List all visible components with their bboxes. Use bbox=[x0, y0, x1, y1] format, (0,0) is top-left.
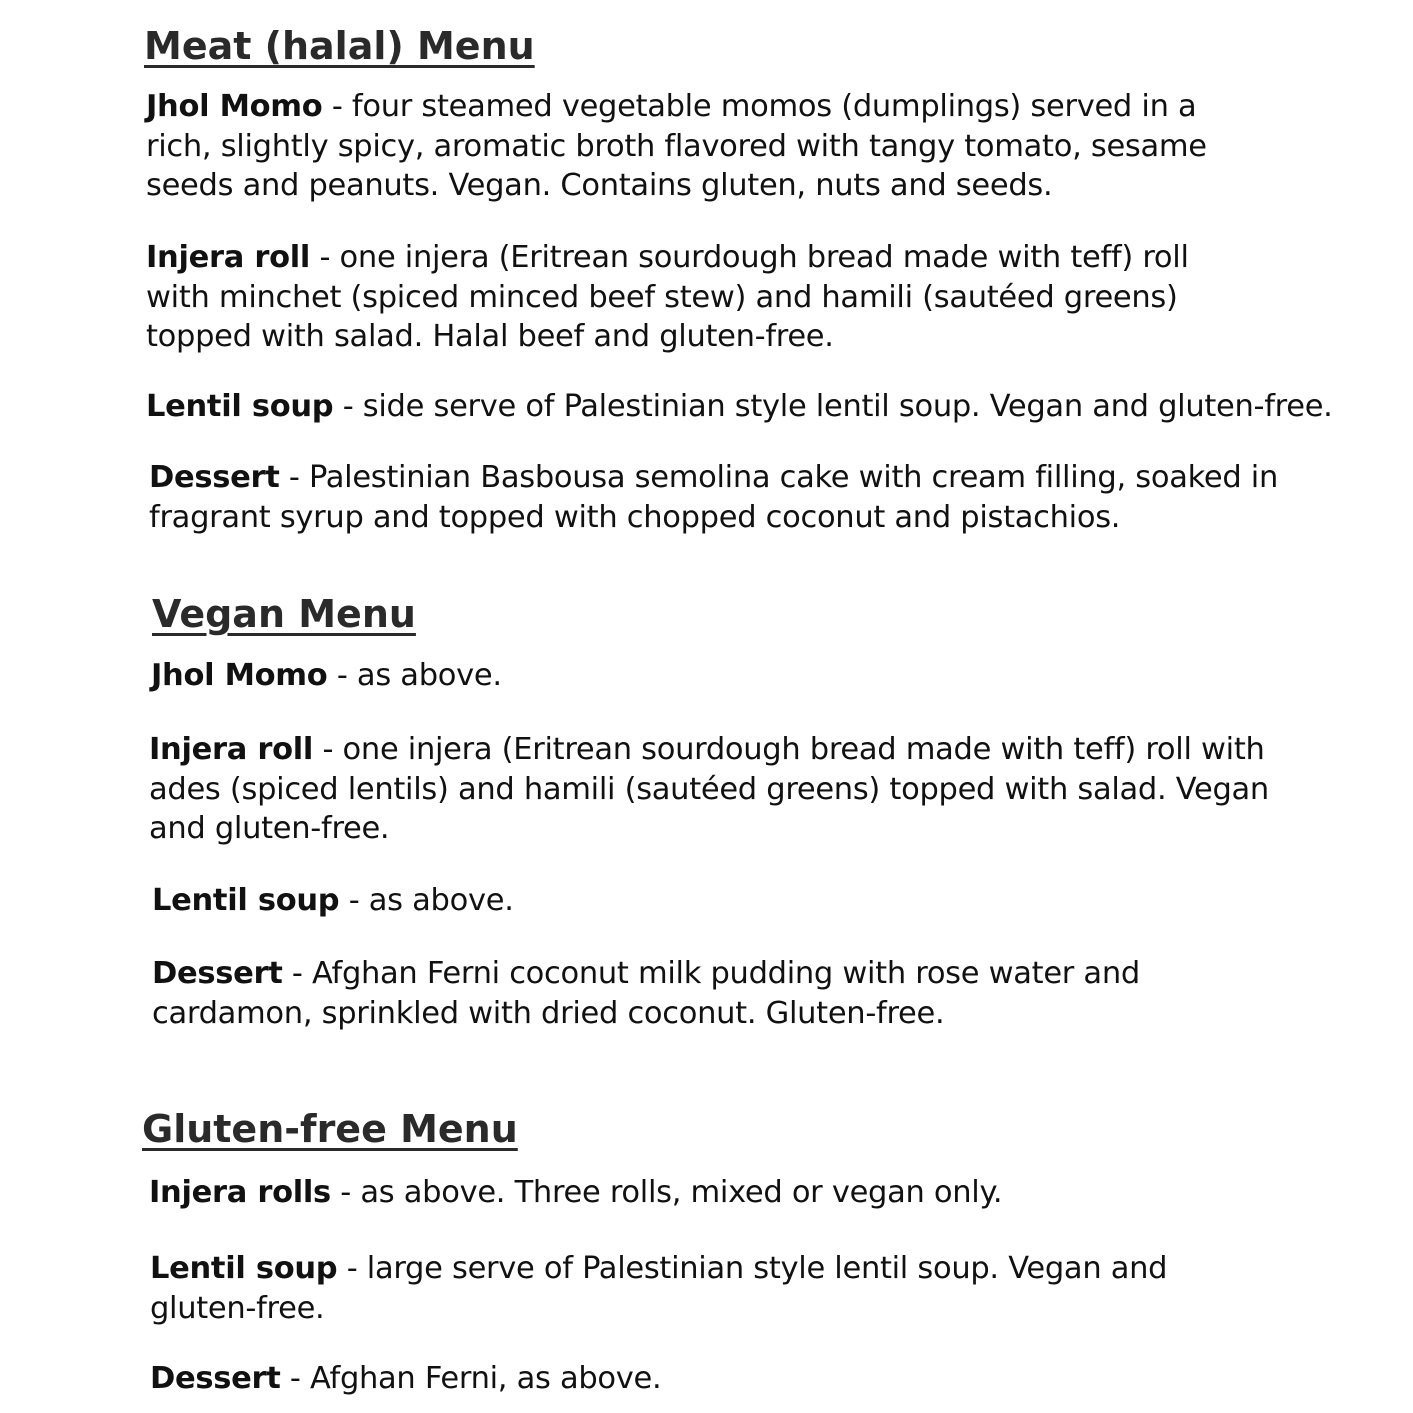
item-name: Injera roll bbox=[149, 732, 314, 767]
vegan-menu-item-dessert bbox=[152, 954, 1192, 1033]
item-name: Jhol Momo bbox=[151, 658, 328, 693]
item-description: - Afghan Ferni coconut milk pudding with rose water and cardamon, sprinkled with dried coconut. Gluten-free. bbox=[152, 956, 1140, 1031]
vegan-menu-item-injera-roll bbox=[149, 730, 1274, 849]
meat-menu-item-lentil-soup bbox=[146, 387, 1386, 427]
meat-menu-item-injera-roll bbox=[146, 238, 1236, 357]
item-description: - side serve of Palestinian style lentil soup. Vegan and gluten-free. bbox=[333, 389, 1333, 424]
item-description: - as above. bbox=[327, 658, 502, 693]
item-description: - Afghan Ferni, as above. bbox=[280, 1361, 662, 1396]
item-name: Lentil soup bbox=[152, 883, 340, 918]
meat-menu-item-dessert bbox=[149, 458, 1279, 537]
item-name: Dessert bbox=[152, 956, 283, 991]
item-description: - one injera (Eritrean sourdough bread made with teff) roll with minchet (spiced minced beef stew) and hamili (sautéed greens) topped with salad. Halal beef and gluten-free. bbox=[146, 240, 1189, 354]
item-description: - as above. bbox=[339, 883, 514, 918]
item-name: Dessert bbox=[149, 460, 280, 495]
gluten-free-menu-title: Gluten-free Menu bbox=[142, 1107, 518, 1151]
item-description: - one injera (Eritrean sourdough bread made with teff) roll with ades (spiced lentils) and hamili (sautéed greens) topped with salad. Vegan and gluten-free. bbox=[149, 732, 1269, 846]
vegan-menu-item-lentil-soup bbox=[152, 881, 1242, 921]
gluten-free-menu-item-dessert bbox=[150, 1359, 1240, 1399]
item-description: - as above. Three rolls, mixed or vegan only. bbox=[330, 1175, 1003, 1210]
vegan-menu-title: Vegan Menu bbox=[152, 592, 416, 636]
item-name: Lentil soup bbox=[146, 389, 334, 424]
gluten-free-menu-item-injera-rolls bbox=[149, 1173, 1239, 1213]
vegan-menu-item-jhol-momo bbox=[151, 656, 1241, 696]
item-description: - four steamed vegetable momos (dumplings) served in a rich, slightly spicy, aromatic broth flavored with tangy tomato, sesame seeds and peanuts. Vegan. Contains gluten, nuts and seeds. bbox=[146, 89, 1207, 203]
item-name: Dessert bbox=[150, 1361, 281, 1396]
meat-menu-title: Meat (halal) Menu bbox=[144, 24, 535, 68]
item-name: Jhol Momo bbox=[146, 89, 323, 124]
item-name: Injera rolls bbox=[149, 1175, 331, 1210]
item-name: Lentil soup bbox=[150, 1251, 338, 1286]
item-description: - Palestinian Basbousa semolina cake with cream filling, soaked in fragrant syrup and topped with chopped coconut and pistachios. bbox=[149, 460, 1278, 535]
gluten-free-menu-item-lentil-soup bbox=[150, 1249, 1195, 1328]
meat-menu-item-jhol-momo bbox=[146, 87, 1236, 206]
item-name: Injera roll bbox=[146, 240, 311, 275]
item-description: - large serve of Palestinian style lentil soup. Vegan and gluten-free. bbox=[150, 1251, 1168, 1326]
